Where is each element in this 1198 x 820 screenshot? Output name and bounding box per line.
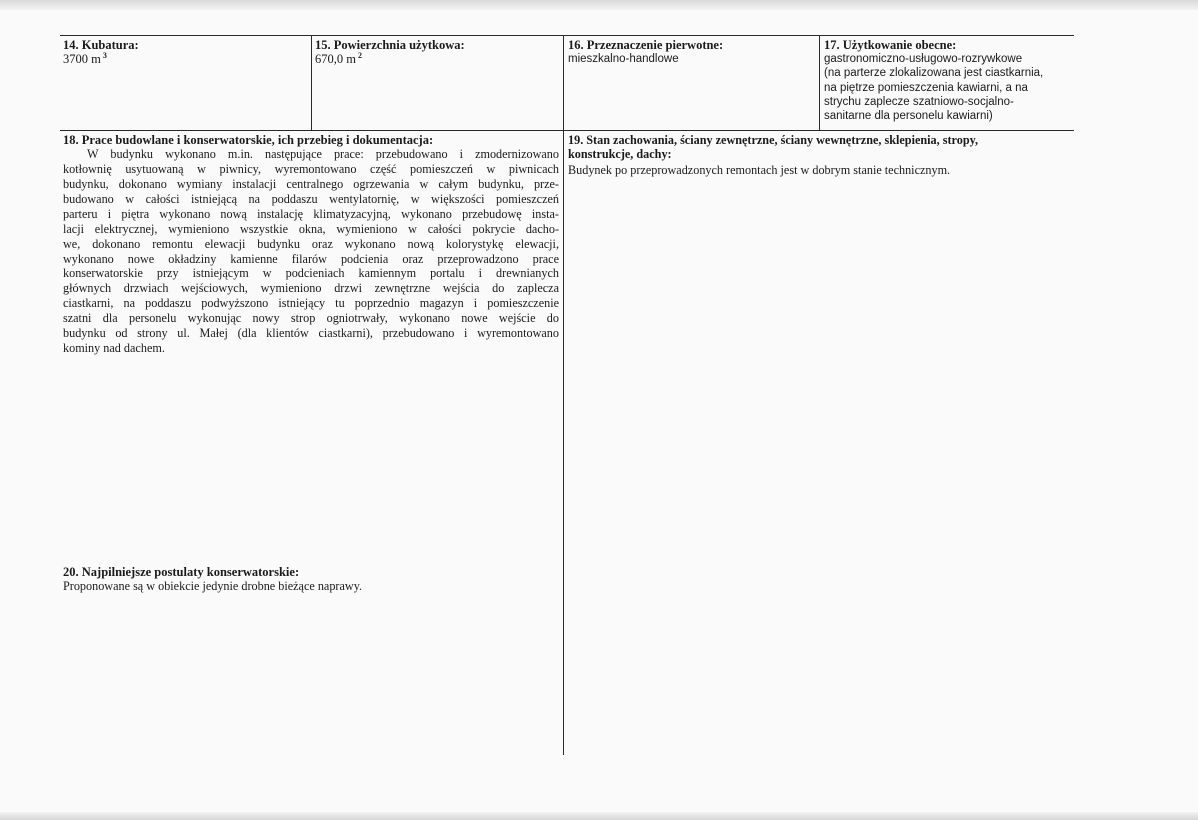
field-18-line: kotłownię usytuowaną w piwnicy, wyremontowano część pomieszczeń w piwnicach [63, 162, 559, 177]
scan-edge-top [0, 0, 1198, 10]
field-18-prace-budowlane [63, 133, 559, 356]
field-18-line: we, dokonano remontu elewacji budynku oraz wykonano nową kolorystykę elewacji, [63, 236, 559, 251]
field-18-line: szatni dla personelu wykonując nowy strop ogniotrwały, wykonano nowe wejście do [63, 311, 559, 326]
scan-edge-bottom [0, 812, 1198, 820]
field-17-line: (na parterze zlokalizowana jest ciastkarnia, [824, 67, 1044, 80]
rule-col-1 [311, 35, 312, 131]
rule-col-2 [563, 35, 564, 755]
field-19-label-line: 19. Stan zachowania, ściany zewnętrzne, ściany wewnętrzne, sklepienia, stropy, [568, 133, 979, 147]
rule-row-divider [60, 130, 1074, 131]
rule-col-3 [819, 35, 820, 131]
field-20-value: Proponowane są w obiekcie jedynie drobne bieżące naprawy. [63, 579, 363, 594]
field-18-line: wykonano nowe okładziny kamienne filarów podcienia oraz przeprowadzono prace [63, 251, 559, 266]
field-18-label: 18. Prace budowlane i konserwatorskie, ich przebieg i dokumentacja: [63, 133, 434, 147]
field-15-unit-exponent: 2 [357, 51, 362, 61]
field-20-postulaty [63, 565, 559, 593]
field-16-przeznaczenie [568, 38, 816, 66]
field-19-value: Budynek po przeprowadzonych remontach jest w dobrym stanie technicznym. [568, 163, 951, 178]
field-18-line: lacji elektrycznej, wymieniono wszystkie okna, wymieniono w całości pokrycie dacho- [63, 221, 559, 236]
field-18-line: kominy nad dachem. [63, 340, 165, 355]
field-20-label: 20. Najpilniejsze postulaty konserwatorskie: [63, 565, 300, 579]
field-17-line: gastronomiczno-usługowo-rozrywkowe [824, 53, 1023, 66]
field-16-label: 16. Przeznaczenie pierwotne: [568, 38, 724, 52]
field-17-label: 17. Użytkowanie obecne: [824, 38, 957, 52]
field-19-stan-zachowania [568, 133, 1072, 178]
field-14-label: 14. Kubatura: [63, 38, 139, 52]
field-18-line: konserwatorskie przy istniejącym w podcieniach kamiennym portalu i drewnianych [63, 266, 559, 281]
field-17-line: na piętrze pomieszczenia kawiarni, a na [824, 81, 1028, 94]
field-18-line: budynku od strony ul. Małej (dla klientów ciastkarni), przebudowano i wyremontowano [63, 326, 559, 341]
field-18-line: parteru i piętra wykonano nową instalację klimatyzacyjną, wykonano przebudowę insta- [63, 206, 559, 221]
field-18-line: budynku, dokonano wymiany instalacji centralnego ogrzewania w całym budynku, prze- [63, 177, 559, 192]
field-14-value-row [63, 52, 308, 66]
field-14-unit-exponent: 3 [102, 51, 107, 61]
field-15-value: 670,0 m [315, 52, 356, 67]
field-15-label: 15. Powierzchnia użytkowa: [315, 38, 465, 52]
field-16-value: mieszkalno-handlowe [568, 53, 679, 66]
field-14-kubatura [63, 38, 308, 66]
field-18-line: budowano w całości istniejącą na poddaszu wentylatornię, w większości pomieszczeń [63, 191, 559, 206]
field-15-value-row [315, 52, 560, 66]
field-14-value: 3700 m [63, 52, 101, 67]
rule-top [60, 35, 1074, 36]
field-19-label-line: konstrukcje, dachy: [568, 147, 672, 162]
field-17-uzytkowanie [824, 38, 1072, 123]
field-17-line: strychu zaplecze szatniowo-socjalno- [824, 95, 1014, 108]
field-15-powierzchnia [315, 38, 560, 66]
field-18-line: ciastkarni, na poddaszu podwyższono istniejący tu poprzednio magazyn i pomieszczenie [63, 296, 559, 311]
field-18-line: W budynku wykonano m.in. następujące prace: przebudowano i zmodernizowano [87, 147, 559, 162]
field-18-line: głównych drzwiach wejściowych, wymieniono drzwi zewnętrzne wejścia do zaplecza [63, 281, 559, 296]
field-17-line: sanitarne dla personelu kawiarni) [824, 110, 993, 123]
